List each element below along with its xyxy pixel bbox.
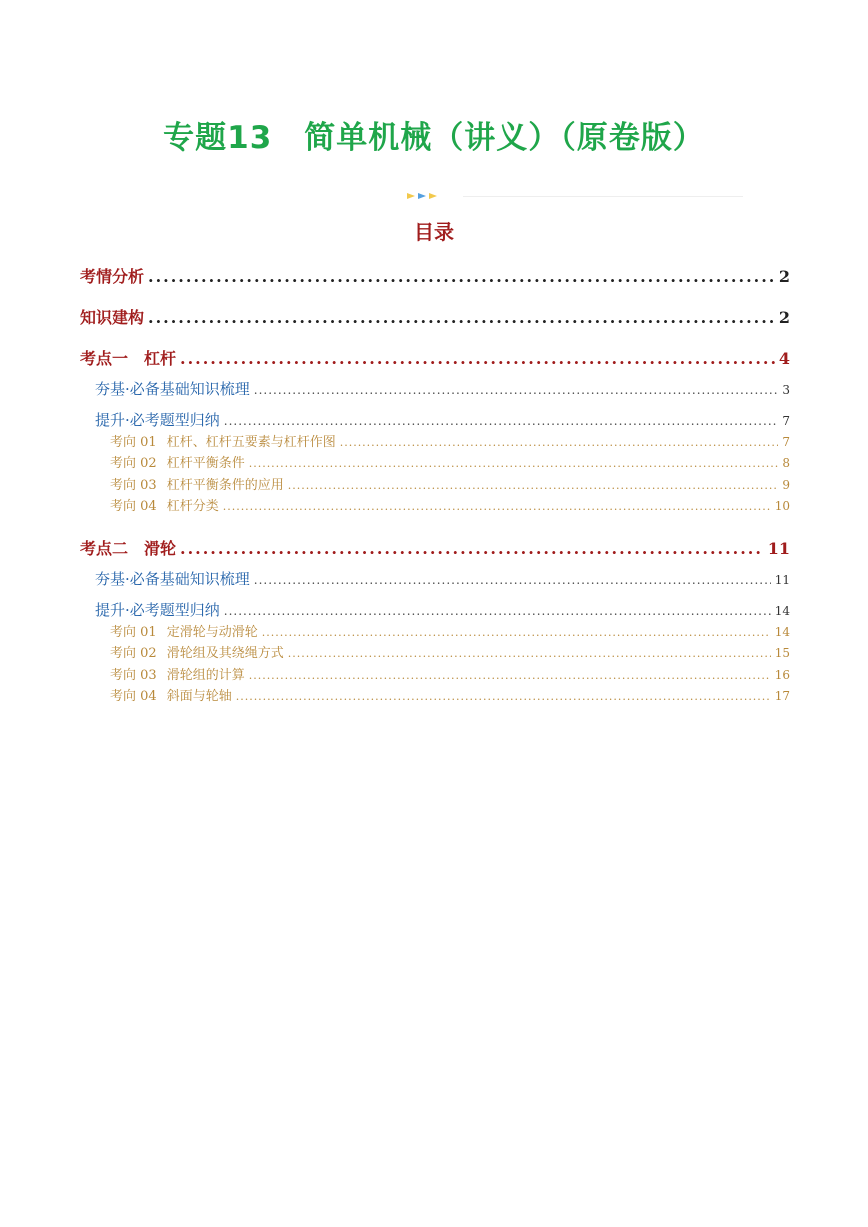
toc-heading: 目录 [414, 220, 454, 244]
toc-page-number: 16 [774, 668, 790, 682]
toc-entry-label: 考点一 杠杆 [80, 349, 177, 368]
toc-page-number: 9 [782, 478, 790, 492]
toc-leader [249, 669, 771, 682]
toc-entry-label: 杠杆、杠杆五要素与杠杆作图 [166, 435, 336, 450]
toc-page-number: 2 [778, 267, 790, 286]
toc-entry-pulley-question-types[interactable] [95, 599, 790, 620]
document-title: 专题13 简单机械（讲义）（原卷版） [163, 120, 705, 156]
toc-leader [288, 647, 771, 660]
toc-entry-pulley-topic-2[interactable] [110, 642, 790, 661]
toc-entry-lever[interactable] [80, 346, 790, 369]
toc-page-number: 7 [782, 435, 790, 449]
toc-leader [224, 604, 771, 618]
toc-page-number: 3 [782, 383, 790, 397]
toc-entry-pulley-topic-4[interactable] [110, 685, 790, 704]
toc-entry-code: 考向 02 [110, 646, 157, 661]
toc-entry-label: 定滑轮与动滑轮 [166, 625, 258, 640]
toc-page-number: 17 [774, 689, 790, 703]
toc-leader [236, 690, 771, 703]
toc-page-number: 11 [767, 539, 790, 558]
divider-line [463, 196, 743, 197]
arrow-ornament-icon [405, 190, 441, 202]
toc-entry-pulley-topic-1[interactable] [110, 621, 790, 640]
toc-leader [262, 626, 771, 639]
toc-leader [254, 383, 779, 397]
toc-entry-label: 考点二 滑轮 [80, 539, 177, 558]
toc-page-number: 2 [778, 308, 790, 327]
toc-leader [254, 573, 771, 587]
toc-entry-lever-question-types[interactable] [95, 409, 790, 430]
toc-page-number: 4 [778, 349, 790, 368]
toc-entry-code: 考向 03 [110, 478, 157, 493]
decorative-divider [405, 190, 745, 202]
toc-entry-code: 考向 04 [110, 689, 157, 704]
toc-entry-lever-topic-3[interactable] [110, 474, 790, 493]
toc-entry-lever-topic-1[interactable] [110, 431, 790, 450]
toc-leader [148, 308, 775, 327]
toc-leader [148, 267, 775, 286]
toc-page-number: 15 [774, 646, 790, 660]
toc-entry-label: 夯基·必备基础知识梳理 [95, 570, 250, 588]
toc-entry-knowledge-map[interactable] [80, 305, 790, 328]
toc-leader [288, 479, 779, 492]
toc-entry-label: 杠杆平衡条件的应用 [166, 478, 284, 493]
toc-entry-label: 杠杆平衡条件 [166, 456, 245, 471]
toc-entry-lever-topic-2[interactable] [110, 452, 790, 471]
toc-entry-pulley[interactable] [80, 536, 790, 559]
toc-entry-label: 提升·必考题型归纳 [95, 411, 220, 429]
toc-entry-code: 考向 04 [110, 499, 157, 514]
toc-page-number: 14 [774, 604, 790, 618]
toc-entry-label: 斜面与轮轴 [166, 689, 232, 704]
toc-entry-label: 考情分析 [80, 267, 145, 286]
toc-entry-lever-topic-4[interactable] [110, 495, 790, 514]
toc-entry-label: 提升·必考题型归纳 [95, 601, 220, 619]
toc-entry-pulley-basics[interactable] [95, 568, 790, 589]
toc-entry-lever-basics[interactable] [95, 378, 790, 399]
toc-entry-label: 滑轮组的计算 [166, 668, 245, 683]
toc-entry-label: 杠杆分类 [166, 499, 219, 514]
toc-leader [223, 500, 771, 513]
toc-leader [224, 414, 779, 428]
toc-page-number: 7 [782, 414, 790, 428]
toc-entry-exam-analysis[interactable] [80, 264, 790, 287]
toc-entry-pulley-topic-3[interactable] [110, 664, 790, 683]
toc-page-number: 11 [774, 573, 790, 587]
toc-entry-code: 考向 01 [110, 625, 157, 640]
toc-page-number: 8 [782, 456, 790, 470]
toc-leader [249, 457, 779, 470]
toc-entry-label: 知识建构 [80, 308, 145, 327]
toc-leader [340, 436, 779, 449]
toc-entry-code: 考向 02 [110, 456, 157, 471]
toc-page-number: 14 [774, 625, 790, 639]
toc-leader [180, 349, 775, 368]
toc-leader [180, 539, 764, 558]
toc-page-number: 10 [774, 499, 790, 513]
toc-entry-label: 夯基·必备基础知识梳理 [95, 380, 250, 398]
toc-entry-label: 滑轮组及其绕绳方式 [166, 646, 284, 661]
toc-entry-code: 考向 01 [110, 435, 157, 450]
toc-entry-code: 考向 03 [110, 668, 157, 683]
